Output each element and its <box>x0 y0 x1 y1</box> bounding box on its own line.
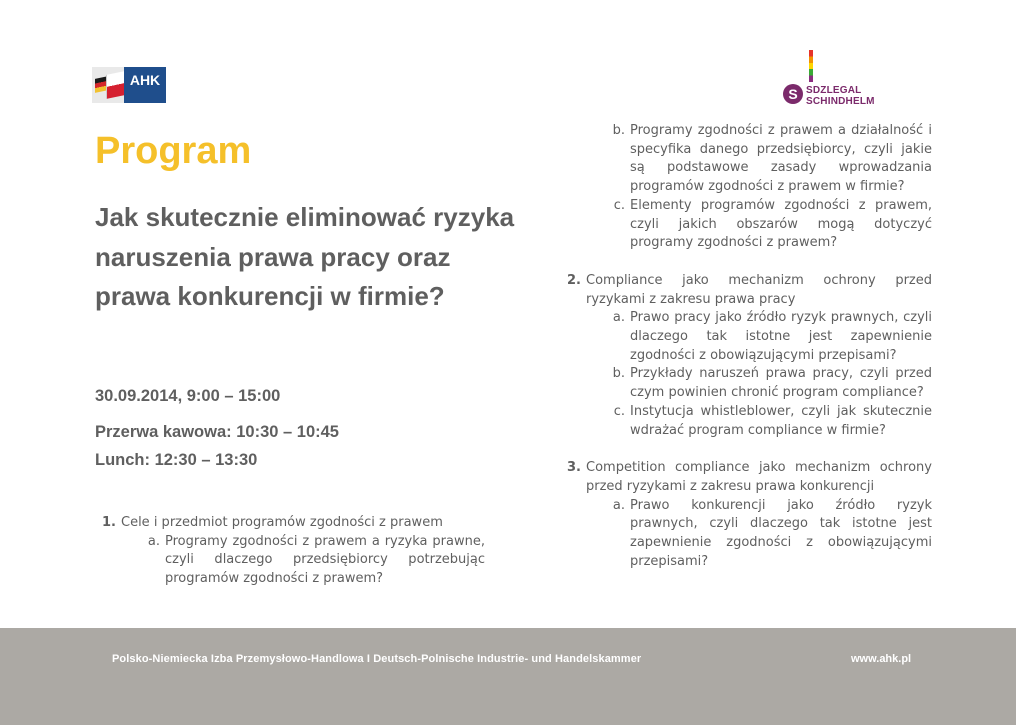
agenda-item-number: 1. <box>102 515 116 530</box>
agenda-subitem-letter: c. <box>613 197 625 213</box>
agenda-subitem-letter: b. <box>612 123 625 138</box>
agenda-subitem <box>586 497 932 572</box>
agenda-item-title: Compliance jako mechanizm ochrony przed ryzykami z zakresu prawa pracy <box>586 272 932 307</box>
footer-chamber-name: Polsko-Niemiecka Izba Przemysłowo-Handlowa I Deutsch-Polnische Industrie- und Handelskammer <box>112 653 642 665</box>
agenda-subitem-text: Elementy programów zgodności z prawem, czyli jakich obszarów mogą dotyczyć programy zgodności z prawem? <box>630 197 932 251</box>
agenda-left-column <box>95 514 485 608</box>
footer-bar <box>0 628 1016 725</box>
agenda-item-title: Competition compliance jako mechanizm ochrony przed ryzykami z zakresu prawa konkurencji <box>586 460 932 494</box>
agenda-subitem <box>586 403 932 440</box>
agenda-item-number: 2. <box>567 272 581 288</box>
agenda-subitem-letter: a. <box>612 310 625 326</box>
agenda-subitem <box>586 309 932 365</box>
flags-icon <box>92 67 124 103</box>
agenda-right-column <box>560 122 932 590</box>
agenda-subitem <box>121 533 485 589</box>
sdz-legal-logo <box>783 50 893 110</box>
agenda-item <box>560 459 932 571</box>
agenda-subitem-letter: b. <box>612 366 625 382</box>
event-subtitle: Jak skutecznie eliminować ryzyka naruszenia prawa pracy oraz prawa konkurencji w firmie? <box>95 202 515 311</box>
lunch-time: Lunch: 12:30 – 13:30 <box>95 451 258 469</box>
agenda-item <box>95 514 485 589</box>
event-date: 30.09.2014, 9:00 – 15:00 <box>95 387 281 405</box>
agenda-item-continued <box>560 122 932 253</box>
footer-website-link[interactable]: www.ahk.pl <box>851 653 912 665</box>
agenda-subitem-text: Programy zgodności z prawem a ryzyka prawne, czyli dlaczego przedsiębiorcy potrzebując programów zgodności z prawem? <box>165 533 485 587</box>
agenda-subitem-letter: a. <box>612 497 625 513</box>
page-title: Program <box>95 130 252 172</box>
agenda-subitem-letter: a. <box>147 533 160 549</box>
agenda-subitem-letter: c. <box>613 403 625 419</box>
coffee-break: Przerwa kawowa: 10:30 – 10:45 <box>95 423 339 441</box>
agenda-item-title: Cele i przedmiot programów zgodności z prawem <box>121 515 443 530</box>
agenda-subitem-text: Prawo konkurencji jako źródło ryzyk prawnych, czyli dlaczego tak istotne jest zapewnienie zgodności z obowiązującymi przepisami? <box>630 497 932 569</box>
sdz-mark-icon: S <box>783 84 803 104</box>
agenda-item-number: 3. <box>567 460 581 476</box>
agenda-subitem-text: Prawo pracy jako źródło ryzyk prawnych, czyli dlaczego tak istotne jest zapewnienie zgodności z obowiązującymi przepisami? <box>630 310 932 363</box>
ahk-logo <box>92 67 166 103</box>
agenda-item <box>560 272 932 440</box>
agenda-subitem <box>586 122 932 197</box>
sdz-logo-line2: SCHINDHELM <box>806 96 875 107</box>
agenda-subitem-text: Programy zgodności z prawem a działalność i specyfika danego przedsiębiorcy, czyli jakie są podstawowe zasady wprowadzania programów zgodności z prawem w firmie? <box>630 123 932 195</box>
agenda-subitem <box>586 365 932 402</box>
agenda-subitem-text: Przykłady naruszeń prawa pracy, czyli przed czym powinien chronić program compliance? <box>630 366 932 401</box>
agenda-subitem <box>586 197 932 253</box>
rainbow-bar-icon <box>809 50 813 82</box>
ahk-logo-text: AHK <box>124 67 166 103</box>
sdz-logo-line1: SDZLEGAL <box>806 85 862 96</box>
agenda-subitem-text: Instytucja whistleblower, czyli jak skutecznie wdrażać program compliance w firmie? <box>630 403 932 438</box>
